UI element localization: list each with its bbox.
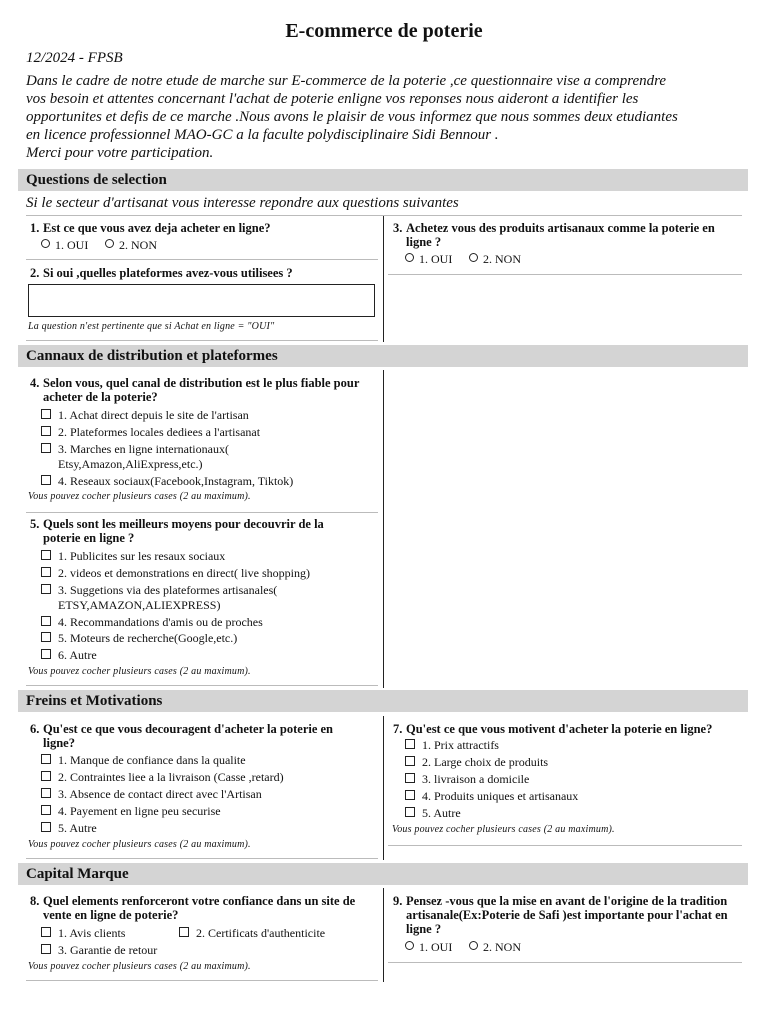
page-title: E-commerce de poterie	[285, 20, 483, 42]
q4-note: Vous pouvez cocher plusieurs cases (2 au maximum).	[28, 491, 251, 502]
checkbox-icon[interactable]	[405, 807, 415, 817]
checkbox-icon[interactable]	[41, 475, 51, 485]
q7-option-5[interactable]: 5. Autre	[405, 806, 461, 820]
q5-option-6[interactable]: 6. Autre	[41, 648, 97, 662]
divider	[26, 215, 742, 216]
q7-option-3[interactable]: 3. livraison a domicile	[405, 772, 529, 786]
q6-note: Vous pouvez cocher plusieurs cases (2 au maximum).	[28, 839, 251, 850]
divider	[388, 274, 742, 275]
q7-note: Vous pouvez cocher plusieurs cases (2 au maximum).	[392, 824, 615, 835]
q6-option-2[interactable]: 2. Contraintes liee a la livraison (Casse ,retard)	[41, 770, 284, 784]
column-divider	[383, 716, 384, 860]
checkbox-icon[interactable]	[179, 927, 189, 937]
question-7: 7. Qu'est ce que vous motivent d'acheter la poterie en ligne?	[393, 722, 713, 736]
q6-option-3[interactable]: 3. Absence de contact direct avec l'Artisan	[41, 787, 262, 801]
checkbox-icon[interactable]	[41, 822, 51, 832]
q6-option-5[interactable]: 5. Autre	[41, 821, 97, 835]
q1-option-non[interactable]: 2. NON	[105, 238, 157, 252]
divider	[26, 858, 378, 859]
question-4: 4. Selon vous, quel canal de distribution est le plus fiable pour acheter de la poterie?	[30, 376, 360, 404]
checkbox-icon[interactable]	[41, 616, 51, 626]
q8-option-1[interactable]: 1. Avis clients	[41, 926, 125, 940]
checkbox-icon[interactable]	[41, 944, 51, 954]
checkbox-icon[interactable]	[41, 927, 51, 937]
checkbox-icon[interactable]	[405, 790, 415, 800]
question-8: 8. Quel elements renforceront votre confiance dans un site de vente en ligne de poterie?	[30, 894, 356, 922]
checkbox-icon[interactable]	[41, 649, 51, 659]
divider	[26, 980, 378, 981]
q6-option-4[interactable]: 4. Payement en ligne peu securise	[41, 804, 221, 818]
column-divider	[383, 216, 384, 342]
checkbox-icon[interactable]	[41, 426, 51, 436]
q5-option-3[interactable]: 3. Suggetions via des plateformes artisanales(	[41, 583, 277, 597]
q8-option-3[interactable]: 3. Garantie de retour	[41, 943, 157, 957]
q4-option-3[interactable]: 3. Marches en ligne internationaux(	[41, 442, 229, 456]
section-header-freins: Freins et Motivations	[18, 690, 748, 712]
intro-line: opportunites et defis de ce marche .Nous avons le plaisir de vous informez que nous sommes deux etudiantes	[26, 109, 678, 125]
section-header-distribution: Cannaux de distribution et plateformes	[18, 345, 748, 367]
q7-option-4[interactable]: 4. Produits uniques et artisanaux	[405, 789, 578, 803]
q8-note: Vous pouvez cocher plusieurs cases (2 au maximum).	[28, 961, 251, 972]
q9-option-non[interactable]: 2. NON	[469, 940, 521, 954]
divider	[388, 845, 742, 846]
q8-option-2[interactable]: 2. Certificats d'authenticite	[179, 926, 325, 940]
q4-option-2[interactable]: 2. Plateformes locales dediees a l'artisanat	[41, 425, 260, 439]
intro-line: vos besoin et attentes concernant l'achat de poterie enligne vos reponses nous aideront a identifier les	[26, 91, 639, 107]
checkbox-icon[interactable]	[41, 754, 51, 764]
radio-icon[interactable]	[469, 941, 478, 950]
q3-option-oui[interactable]: 1. OUI	[405, 252, 452, 266]
radio-icon[interactable]	[41, 239, 50, 248]
checkbox-icon[interactable]	[405, 756, 415, 766]
intro-line: en licence professionnel MAO-GC a la faculte polydisciplinaire Sidi Bennour .	[26, 127, 499, 143]
q5-option-4[interactable]: 4. Recommandations d'amis ou de proches	[41, 615, 263, 629]
radio-icon[interactable]	[469, 253, 478, 262]
intro-line: Merci pour votre participation.	[26, 145, 214, 161]
checkbox-icon[interactable]	[41, 771, 51, 781]
divider	[26, 512, 378, 513]
q6-option-1[interactable]: 1. Manque de confiance dans la qualite	[41, 753, 246, 767]
section-subtitle: Si le secteur d'artisanat vous interesse repondre aux questions suivantes	[26, 195, 459, 211]
section-header-capital-marque: Capital Marque	[18, 863, 748, 885]
platforms-text-field[interactable]	[28, 284, 375, 317]
divider	[26, 259, 378, 260]
q5-option-5[interactable]: 5. Moteurs de recherche(Google,etc.)	[41, 631, 237, 645]
q5-note: Vous pouvez cocher plusieurs cases (2 au maximum).	[28, 666, 251, 677]
q5-option-2[interactable]: 2. videos et demonstrations en direct( live shopping)	[41, 566, 310, 580]
q4-option-1[interactable]: 1. Achat direct depuis le site de l'artisan	[41, 408, 249, 422]
divider	[388, 962, 742, 963]
checkbox-icon[interactable]	[41, 443, 51, 453]
intro-text	[26, 72, 742, 162]
section-header-selection: Questions de selection	[18, 169, 748, 191]
divider	[26, 340, 378, 341]
intro-line: Dans le cadre de notre etude de marche sur E-commerce de la poterie ,ce questionnaire vise a comprendre	[26, 73, 667, 89]
checkbox-icon[interactable]	[41, 632, 51, 642]
q9-option-oui[interactable]: 1. OUI	[405, 940, 452, 954]
radio-icon[interactable]	[405, 253, 414, 262]
question-6: 6. Qu'est ce que vous decouragent d'acheter la poterie en ligne?	[30, 722, 334, 750]
question-9: 9. Pensez -vous que la mise en avant de l'origine de la tradition artisanale(Ex:Poterie de Safi )est importante pour l'achat en ligne ?	[393, 894, 728, 936]
checkbox-icon[interactable]	[41, 409, 51, 419]
q7-option-1[interactable]: 1. Prix attractifs	[405, 738, 499, 752]
checkbox-icon[interactable]	[405, 773, 415, 783]
q5-option-1[interactable]: 1. Publicites sur les resaux sociaux	[41, 549, 225, 563]
q5-option-3-cont: ETSY,AMAZON,ALIEXPRESS)	[58, 598, 221, 612]
checkbox-icon[interactable]	[41, 788, 51, 798]
checkbox-icon[interactable]	[405, 739, 415, 749]
q7-option-2[interactable]: 2. Large choix de produits	[405, 755, 548, 769]
q4-option-4[interactable]: 4. Reseaux sociaux(Facebook,Instagram, Tiktok)	[41, 474, 293, 488]
question-2: 2. Si oui ,quelles plateformes avez-vous utilisees ?	[30, 266, 293, 280]
radio-icon[interactable]	[105, 239, 114, 248]
question-5: 5. Quels sont les meilleurs moyens pour decouvrir de la poterie en ligne ?	[30, 517, 324, 545]
checkbox-icon[interactable]	[41, 805, 51, 815]
radio-icon[interactable]	[405, 941, 414, 950]
question-1: 1. Est ce que vous avez deja acheter en ligne?	[30, 221, 271, 235]
column-divider	[383, 888, 384, 982]
checkbox-icon[interactable]	[41, 550, 51, 560]
q1-option-oui[interactable]: 1. OUI	[41, 238, 88, 252]
checkbox-icon[interactable]	[41, 567, 51, 577]
question-3: 3. Achetez vous des produits artisanaux comme la poterie en ligne ?	[393, 221, 715, 249]
column-divider	[383, 370, 384, 688]
q2-note: La question n'est pertinente que si Achat en ligne = "OUI"	[28, 321, 275, 332]
checkbox-icon[interactable]	[41, 584, 51, 594]
q3-option-non[interactable]: 2. NON	[469, 252, 521, 266]
date-label: 12/2024 - FPSB	[26, 50, 123, 66]
divider	[26, 685, 378, 686]
q4-option-3-cont: Etsy,Amazon,AliExpress,etc.)	[58, 457, 203, 471]
